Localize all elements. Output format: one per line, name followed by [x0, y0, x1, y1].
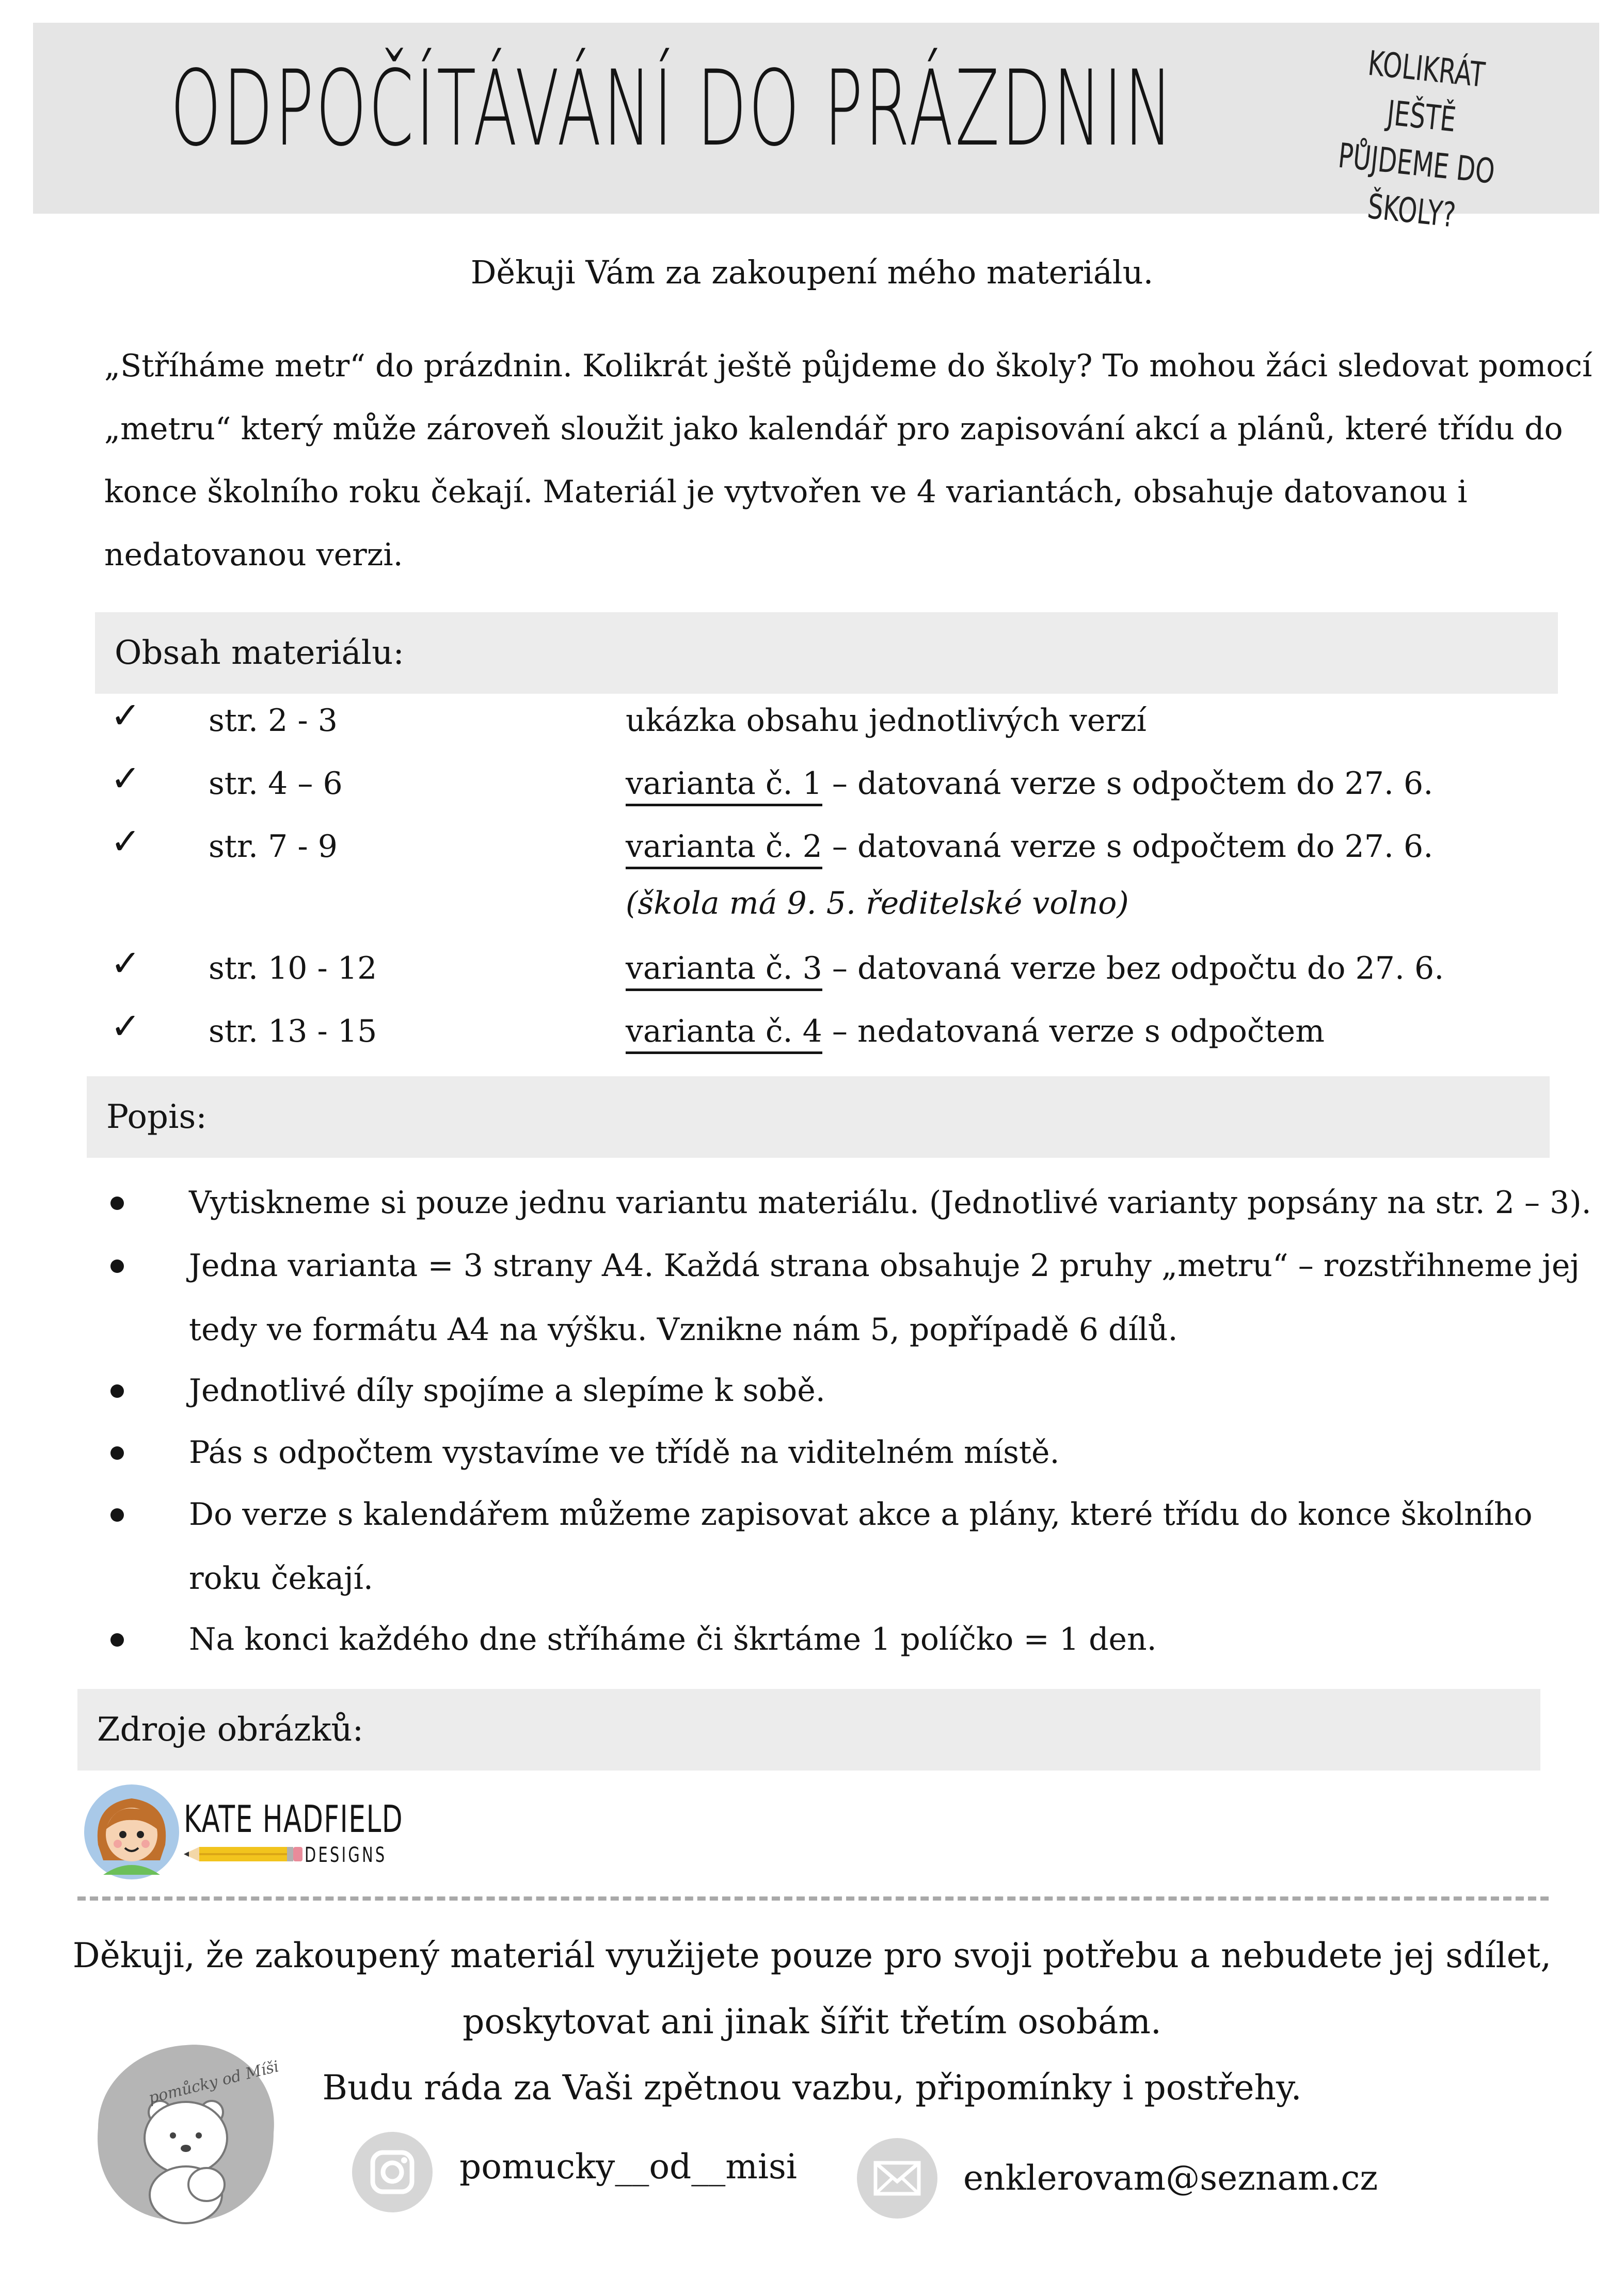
envelope-icon — [857, 2138, 937, 2219]
bullet-text — [189, 1359, 1541, 1423]
intro-line: „metru“ který může zároveň sloužit jako kalendář pro zapisování akcí a plánů, které třídu do — [104, 411, 1563, 447]
pages-range: str. 7 - 9 — [209, 828, 338, 865]
bullet-line: Pás s odpočtem vystavíme ve třídě na viditelném místě. — [189, 1434, 1060, 1471]
contents-row — [0, 753, 1624, 815]
tagline-line-1: KOLIKRÁT JEŠTĚ — [1366, 43, 1487, 140]
variant-label: varianta č. 1 — [626, 766, 822, 806]
contents-row — [0, 690, 1624, 752]
variant-description: – nedatovaná verze s odpočtem — [822, 1013, 1325, 1049]
sources-heading: Zdroje obrázků: — [77, 1689, 1540, 1771]
row-description — [626, 1000, 1325, 1062]
bullet-text — [189, 1421, 1541, 1485]
pages-range: str. 13 - 15 — [209, 1013, 377, 1049]
footer-line: poskytovat ani jinak šířit třetím osobám. — [463, 2002, 1161, 2042]
instagram-icon — [352, 2132, 433, 2212]
bullet-icon — [110, 1633, 124, 1647]
email-address[interactable]: enklerovam@seznam.cz — [963, 2158, 1378, 2198]
checkmark-icon: ✓ — [110, 942, 141, 984]
checkmark-icon: ✓ — [110, 757, 141, 800]
bullet-text — [189, 1607, 1541, 1671]
variant-label: varianta č. 4 — [626, 1013, 822, 1054]
brand-logo — [88, 2035, 284, 2231]
bullet-icon — [110, 1384, 124, 1398]
variant-label: varianta č. 3 — [626, 950, 822, 991]
intro-line: „Stříháme metr“ do prázdnin. Kolikrát ještě půjdeme do školy? To mohou žáci sledovat pomocí — [104, 348, 1593, 384]
contents-row — [0, 816, 1624, 878]
contents-heading: Obsah materiálu: — [95, 612, 1558, 694]
bullet-text — [189, 1171, 1591, 1235]
bullet-icon — [110, 1508, 124, 1522]
intro-paragraph — [104, 334, 1593, 586]
logo-name: KATE HADFIELD — [184, 1797, 404, 1841]
bullet-icon — [110, 1446, 124, 1460]
variant-label: varianta č. 2 — [626, 828, 822, 869]
contents-row — [0, 1000, 1624, 1062]
girl-face-icon — [83, 1783, 181, 1881]
bullet-line: roku čekají. — [189, 1560, 373, 1597]
variant-description: – datovaná verze bez odpočtu do 27. 6. — [822, 950, 1444, 986]
checkmark-icon: ✓ — [110, 694, 141, 737]
contents-note-row — [0, 872, 1624, 934]
bullet-line: Vytiskneme si pouze jednu variantu materiálu. (Jednotlivé varianty popsány na str. 2 – 3). — [189, 1185, 1591, 1221]
checkmark-icon: ✓ — [110, 820, 141, 863]
pages-range: str. 2 - 3 — [209, 703, 338, 739]
page-title: ODPOČÍTÁVÁNÍ DO PRÁZDNIN — [170, 47, 1175, 169]
dashed-divider — [77, 1896, 1549, 1901]
variant-note: (škola má 9. 5. ředitelské volno) — [626, 885, 1129, 921]
brand-logo-text: pomůcky od Míši — [147, 2057, 281, 2108]
pages-range: str. 4 – 6 — [209, 766, 343, 802]
bullet-text — [189, 1482, 1541, 1611]
bullet-line: Na konci každého dne stříháme či škrtáme 1 políčko = 1 den. — [189, 1621, 1157, 1657]
row-description — [626, 753, 1433, 815]
contents-row — [0, 937, 1624, 999]
variant-description: – datovaná verze s odpočtem do 27. 6. — [822, 766, 1434, 802]
description-heading: Popis: — [87, 1076, 1550, 1158]
pencil-icon — [184, 1844, 302, 1864]
row-description — [626, 937, 1444, 999]
bullet-line: tedy ve formátu A4 na výšku. Vznikne nám 5, popřípadě 6 dílů. — [189, 1312, 1178, 1348]
bullet-text — [189, 1234, 1580, 1362]
pages-range: str. 10 - 12 — [209, 950, 377, 986]
checkmark-icon: ✓ — [110, 1005, 141, 1047]
instagram-handle[interactable]: pomucky__od__misi — [459, 2147, 797, 2187]
intro-line: konce školního roku čekají. Materiál je vytvořen ve 4 variantách, obsahuje datovanou i — [104, 474, 1468, 510]
variant-description: – datovaná verze s odpočtem do 27. 6. — [822, 828, 1434, 865]
row-description — [626, 816, 1433, 878]
bullet-icon — [110, 1197, 124, 1210]
bullet-line: Do verze s kalendářem můžeme zapisovat akce a plány, které třídu do konce školního — [189, 1496, 1533, 1533]
logo-subtitle: DESIGNS — [305, 1843, 387, 1867]
footer-line: Budu ráda za Vaši zpětnou vazbu, připomínky i postřehy. — [322, 2068, 1302, 2108]
bullet-line: Jedna varianta = 3 strany A4. Každá strana obsahuje 2 pruhy „metru“ – rozstřihneme jej — [189, 1248, 1580, 1284]
email-link-icon[interactable] — [857, 2138, 937, 2219]
tagline-line-2: PŮJDEME DO ŠKOLY? — [1336, 135, 1497, 235]
bullet-line: Jednotlivé díly spojíme a slepíme k sobě. — [189, 1373, 825, 1409]
footer-line: Děkuji, že zakoupený materiál využijete pouze pro svoji potřebu a nebudete jej sdílet, — [72, 1936, 1552, 1975]
title-tagline — [1323, 36, 1521, 235]
intro-line: nedatovanou verzi. — [104, 537, 403, 573]
row-description: ukázka obsahu jednotlivých verzí — [626, 703, 1147, 739]
bullet-icon — [110, 1259, 124, 1273]
thanks-line: Děkuji Vám za zakoupení mého materiálu. — [470, 253, 1154, 291]
kate-hadfield-logo — [83, 1780, 403, 1883]
brand-logo-lettering — [88, 2035, 284, 2231]
instagram-link-icon[interactable] — [352, 2132, 433, 2212]
